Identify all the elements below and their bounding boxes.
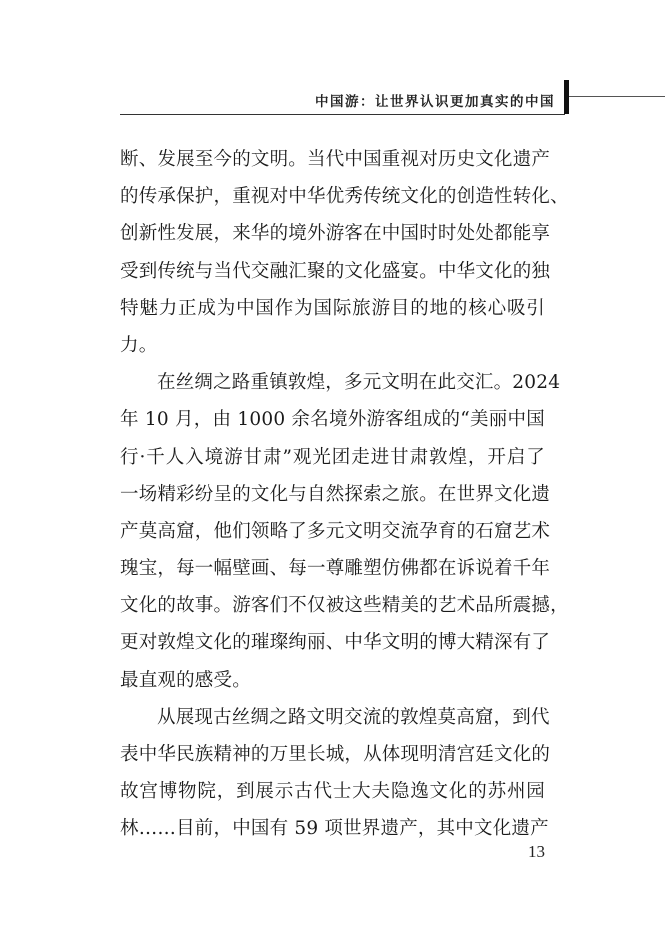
text-line: 从展现古丝绸之路文明交流的敦煌莫高窟，到代 [157, 706, 550, 728]
text-line: 创新性发展，来华的境外游客在中国时时处处都能享 [120, 223, 551, 245]
text-line: 文化的故事。游客们不仅被这些精美的艺术品所震撼， [120, 595, 569, 617]
text-line: 在丝绸之路重镇敦煌，多元文明在此交汇。2024 [157, 372, 561, 394]
text-line: 力。 [120, 334, 158, 356]
text-line: 断、发展至今的文明。当代中国重视对历史文化遗产 [120, 149, 551, 170]
text-line: 的传承保护，重视对中华优秀传统文化的创造性转化、 [120, 186, 569, 208]
header-rule [120, 114, 565, 115]
header-rule-extension [569, 96, 665, 97]
text-line: 特魅力正成为中国作为国际旅游目的地的核心吸引 [120, 297, 545, 319]
text-line: 故宫博物院，到展示古代士大夫隐逸文化的苏州园 [120, 781, 545, 803]
running-head: 中国游：让世界认识更加真实的中国 [315, 94, 555, 110]
page-number: 13 [528, 842, 545, 861]
text-line: 产莫高窟，他们领略了多元文明交流孕育的石窟艺术 [120, 520, 551, 542]
text-line: 最直观的感受。 [120, 669, 251, 691]
text-line: 林……目前，中国有 59 项世界遗产，其中文化遗产 [120, 818, 549, 840]
text-line: 受到传统与当代交融汇聚的文化盛宴。中华文化的独 [120, 260, 551, 282]
text-line: 一场精彩纷呈的文化与自然探索之旅。在世界文化遗 [120, 483, 551, 505]
text-line: 表中华民族精神的万里长城，从体现明清宫廷文化的 [120, 744, 551, 765]
text-line: 瑰宝，每一幅壁画、每一尊雕塑仿佛都在诉说着千年 [120, 558, 551, 580]
header-bar [564, 80, 569, 114]
text-line: 更对敦煌文化的璀璨绚丽、中华文明的博大精深有了 [120, 632, 551, 654]
text-line: 行·千人入境游甘肃”观光团走进甘肃敦煌，开启了 [120, 446, 545, 468]
body-text [120, 141, 569, 848]
text-line: 年 10 月，由 1000 余名境外游客组成的“美丽中国 [120, 409, 545, 431]
